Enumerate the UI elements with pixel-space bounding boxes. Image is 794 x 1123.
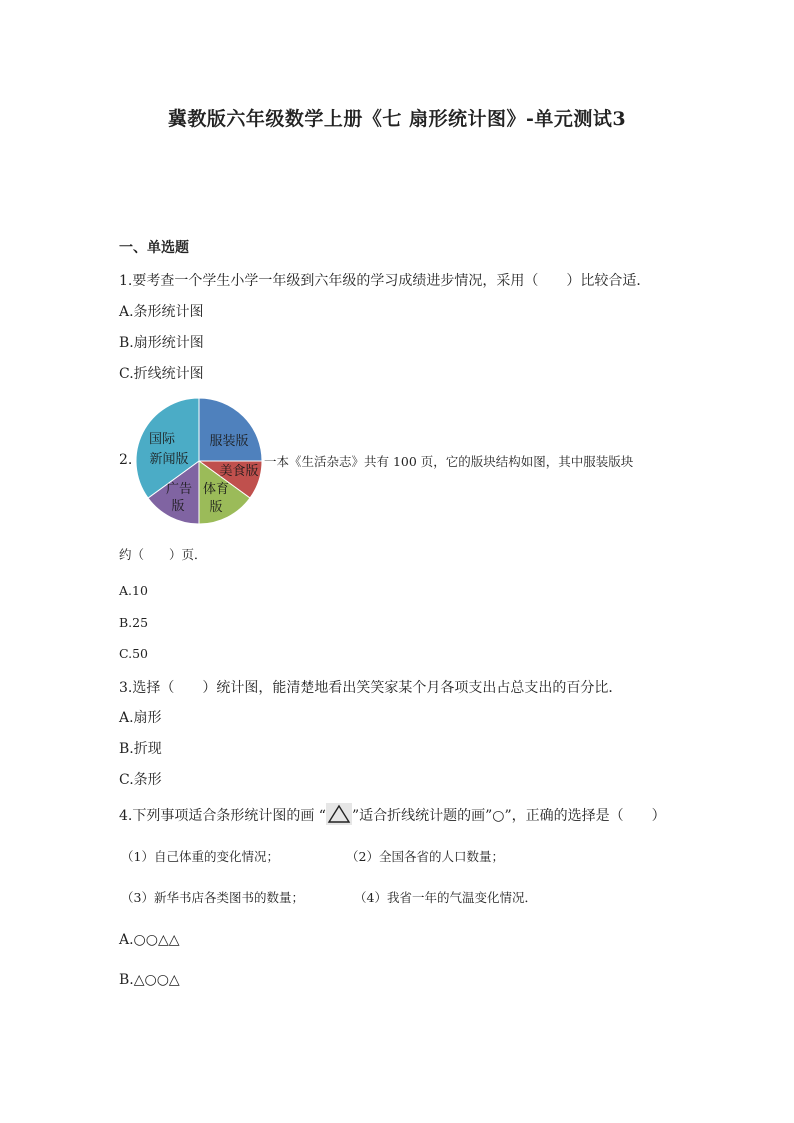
pie-slice-label: 美食版 bbox=[219, 463, 259, 478]
q2-option-a[interactable]: A.10 bbox=[119, 583, 148, 598]
pie-slice-label: 新闻版 bbox=[149, 451, 189, 466]
page-title: 冀教版六年级数学上册《七 扇形统计图》-单元测试3 bbox=[167, 108, 627, 130]
pie-slice-label: 服装版 bbox=[209, 433, 249, 448]
q1-option-a[interactable]: A.条形统计图 bbox=[119, 304, 204, 320]
pie-slice-label: 国际 bbox=[148, 431, 176, 446]
pie-slice-label: 版 bbox=[209, 499, 223, 514]
q4-item-4: （4）我省一年的气温变化情况． bbox=[354, 890, 537, 905]
question-2-number: 2. bbox=[119, 452, 133, 468]
question-2-text-cont: 约（ ）页． bbox=[119, 547, 207, 562]
question-4-text-a: 4.下列事项适合条形统计图的画 “ bbox=[119, 808, 326, 824]
section-heading: 一、单选题 bbox=[119, 240, 189, 256]
pie-slice-label: 体育 bbox=[202, 481, 230, 496]
question-4 bbox=[119, 803, 666, 829]
pie-slice bbox=[199, 398, 262, 461]
q1-option-b[interactable]: B.扇形统计图 bbox=[119, 335, 204, 351]
q3-option-a[interactable]: A.扇形 bbox=[119, 710, 162, 726]
q4-item-1: （1）自己体重的变化情况； bbox=[121, 849, 279, 864]
q3-option-c[interactable]: C.条形 bbox=[119, 772, 162, 788]
q4-item-3: （3）新华书店各类图书的数量； bbox=[121, 890, 304, 905]
q3-option-b[interactable]: B.折现 bbox=[119, 741, 162, 757]
q4-option-a[interactable]: A.○○△△ bbox=[119, 932, 180, 948]
pie-slice-label: 广告 bbox=[165, 481, 193, 496]
q2-option-c[interactable]: C.50 bbox=[119, 646, 148, 661]
question-1: 1.要考查一个学生小学一年级到六年级的学习成绩进步情况，采用（ ）比较合适． bbox=[119, 273, 651, 289]
question-4-text-b: ”适合折线统计题的画”○”，正确的选择是（ ） bbox=[351, 808, 666, 824]
triangle-icon bbox=[326, 803, 352, 829]
question-2-text: 一本《生活杂志》共有 100 页，它的版块结构如图，其中服装版块 bbox=[264, 454, 634, 469]
pie-chart bbox=[134, 396, 264, 526]
question-3: 3.选择（ ）统计图，能清楚地看出笑笑家某个月各项支出占总支出的百分比． bbox=[119, 680, 623, 696]
q1-option-c[interactable]: C.折线统计图 bbox=[119, 366, 204, 382]
q2-option-b[interactable]: B.25 bbox=[119, 615, 149, 630]
pie-slice-label: 版 bbox=[171, 498, 185, 513]
q4-option-b[interactable]: B.△○○△ bbox=[119, 972, 180, 988]
q4-item-2: （2）全国各省的人口数量； bbox=[346, 849, 504, 864]
